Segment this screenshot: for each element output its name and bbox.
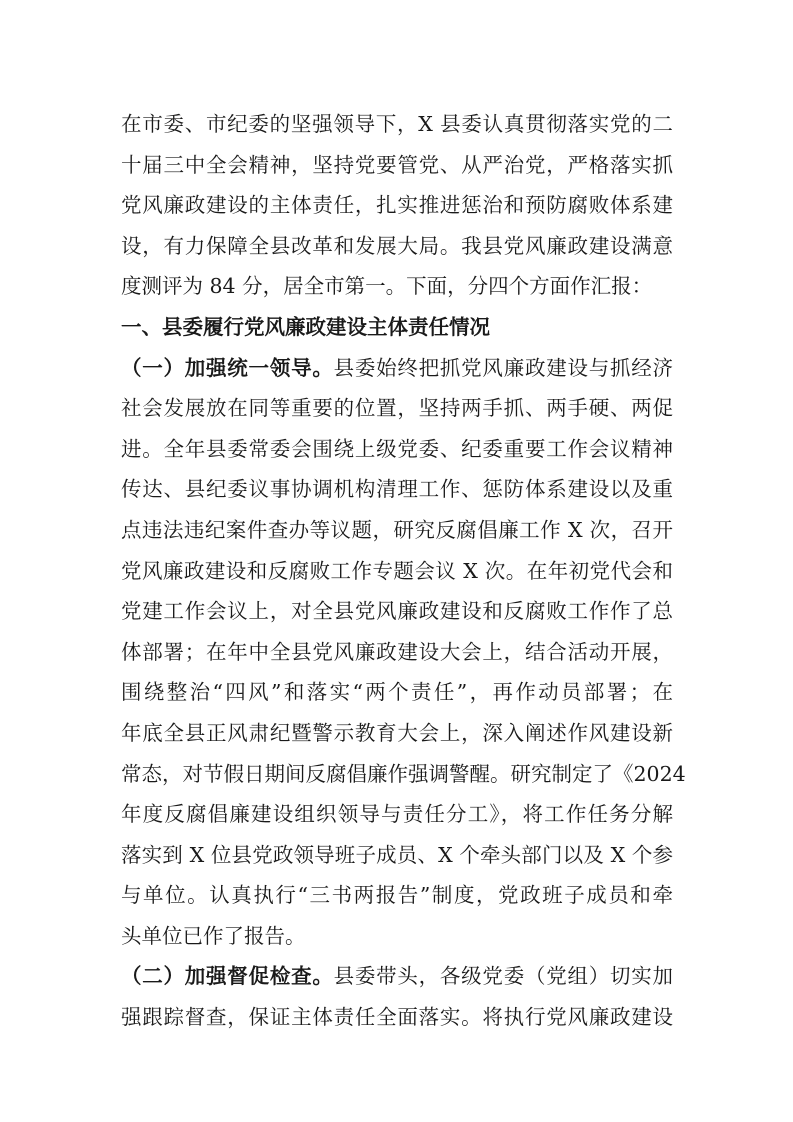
item-text: 县委带头，各级党委（党组）切实加: [333, 964, 674, 989]
paragraph-line: 党建工作会议上，对全县党风廉政建设和反腐败工作作了总: [121, 599, 673, 624]
paragraph-line: 常态，对节假日期间反腐倡廉作强调警醒。研究制定了《2024: [121, 761, 686, 786]
paragraph-line: 体部署；在年中全县党风廉政建设大会上，结合活动开展，: [121, 639, 673, 664]
paragraph-line: 传达、县纪委议事协调机构清理工作、惩防体系建设以及重: [121, 477, 673, 502]
section-heading: 一、县委履行党风廉政建设主体责任情况: [121, 314, 490, 339]
paragraph-line: 落实到 X 位县党政领导班子成员、X 个牵头部门以及 X 个参: [121, 842, 673, 867]
item-text: 县委始终把抓党风廉政建设与抓经济: [333, 355, 674, 380]
item-first-line: [121, 348, 673, 389]
paragraph-line: 党风廉政建设的主体责任，扎实推进惩治和预防腐败体系建: [121, 193, 673, 218]
paragraph-line: 点违法违纪案件查办等议题，研究反腐倡廉工作 X 次，召开: [121, 517, 673, 542]
paragraph-line: 党风廉政建设和反腐败工作专题会议 X 次。在年初党代会和: [121, 558, 673, 583]
paragraph-line: 年底全县正风肃纪暨警示教育大会上，深入阐述作风建设新: [121, 720, 673, 745]
document-page: [121, 104, 686, 1038]
paragraph-line: 十届三中全会精神，坚持党要管党、从严治党，严格落实抓: [121, 152, 673, 177]
item-first-line: [121, 956, 673, 997]
item-title: （一）加强统一领导。: [121, 355, 334, 380]
paragraph-line: 头单位已作了报告。: [121, 923, 306, 948]
paragraph-line: 强跟踪督查，保证主体责任全面落实。将执行党风廉政建设: [121, 1005, 673, 1030]
paragraph-line: 进。全年县委常委会围绕上级党委、纪委重要工作会议精神: [121, 436, 673, 461]
paragraph-line: 社会发展放在同等重要的位置，坚持两手抓、两手硬、两促: [121, 396, 673, 421]
item-title: （二）加强督促检查。: [121, 964, 334, 989]
paragraph-line: 与单位。认真执行“三书两报告”制度，党政班子成员和牵: [121, 883, 673, 908]
paragraph-line: 在市委、市纪委的坚强领导下，X 县委认真贯彻落实党的二: [121, 112, 673, 136]
paragraph-line: 度测评为 84 分，居全市第一。下面，分四个方面作汇报：: [121, 274, 653, 299]
paragraph-line: 围绕整治“四风”和落实“两个责任”，再作动员部署；在: [121, 680, 673, 705]
paragraph-line: 年度反腐倡廉建设组织领导与责任分工》，将工作任务分解: [121, 802, 673, 827]
paragraph-line: 设，有力保障全县改革和发展大局。我县党风廉政建设满意: [121, 233, 673, 258]
